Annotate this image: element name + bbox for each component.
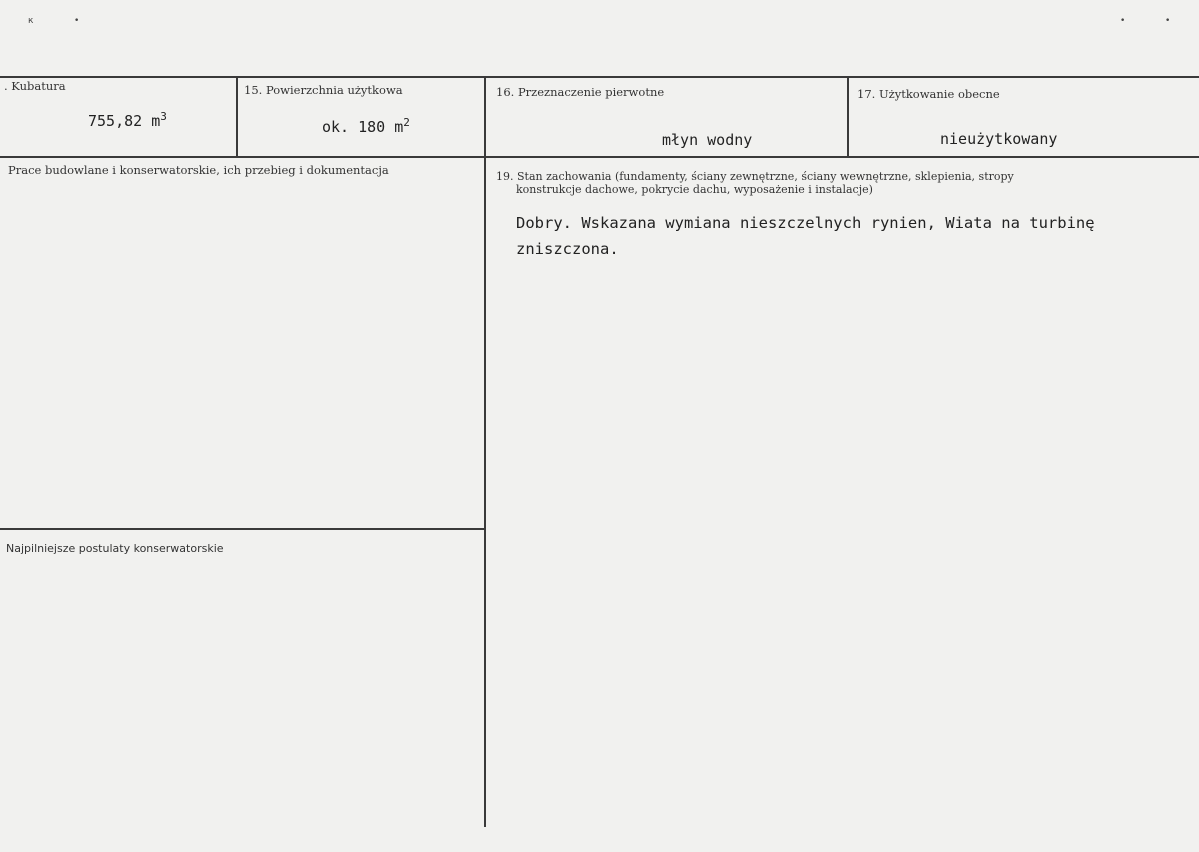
postulaty-label: Najpilniejsze postulaty konserwatorskie xyxy=(6,542,224,555)
przeznaczenie-value: młyn wodny xyxy=(662,131,753,149)
corner-mark-top-left-1: к xyxy=(28,16,34,26)
corner-mark-top-left-2: • xyxy=(74,16,80,26)
rule-row2-left-bottom xyxy=(0,528,484,530)
kubatura-label: . Kubatura xyxy=(4,79,66,93)
stan-label-line1: 19. Stan zachowania (fundamenty, ściany zewnętrzne, ściany wewnętrzne, sklepienia, stropy xyxy=(496,170,1014,183)
stan-text-line2: zniszczona. xyxy=(516,240,619,258)
rule-col-b xyxy=(484,77,486,827)
rule-col-a xyxy=(236,77,238,157)
stan-label-line2: konstrukcje dachowe, pokrycie dachu, wyposażenie i instalacje) xyxy=(516,183,873,196)
rule-row1-bottom xyxy=(0,156,1199,158)
powierzchnia-label: 15. Powierzchnia użytkowa xyxy=(244,83,403,97)
uzytkowanie-value: nieużytkowany xyxy=(940,130,1058,148)
rule-col-c xyxy=(847,77,849,157)
corner-mark-top-right-1: • xyxy=(1120,16,1126,26)
corner-mark-top-right-2: • xyxy=(1165,16,1171,26)
uzytkowanie-label: 17. Użytkowanie obecne xyxy=(857,87,1000,101)
powierzchnia-value xyxy=(322,116,410,136)
stan-text-line1: Dobry. Wskazana wymiana nieszczelnych rynien, Wiata na turbinę xyxy=(516,214,1095,232)
rule-top xyxy=(0,76,1199,78)
kubatura-number: 755,82 m xyxy=(88,112,161,130)
powierzchnia-number: ok. 180 m xyxy=(322,118,404,136)
kubatura-value xyxy=(88,110,167,130)
kubatura-unit-exponent: 3 xyxy=(160,110,167,123)
przeznaczenie-label: 16. Przeznaczenie pierwotne xyxy=(496,85,665,99)
powierzchnia-unit-exponent: 2 xyxy=(403,116,410,129)
prace-label: Prace budowlane i konserwatorskie, ich przebieg i dokumentacja xyxy=(8,163,389,177)
